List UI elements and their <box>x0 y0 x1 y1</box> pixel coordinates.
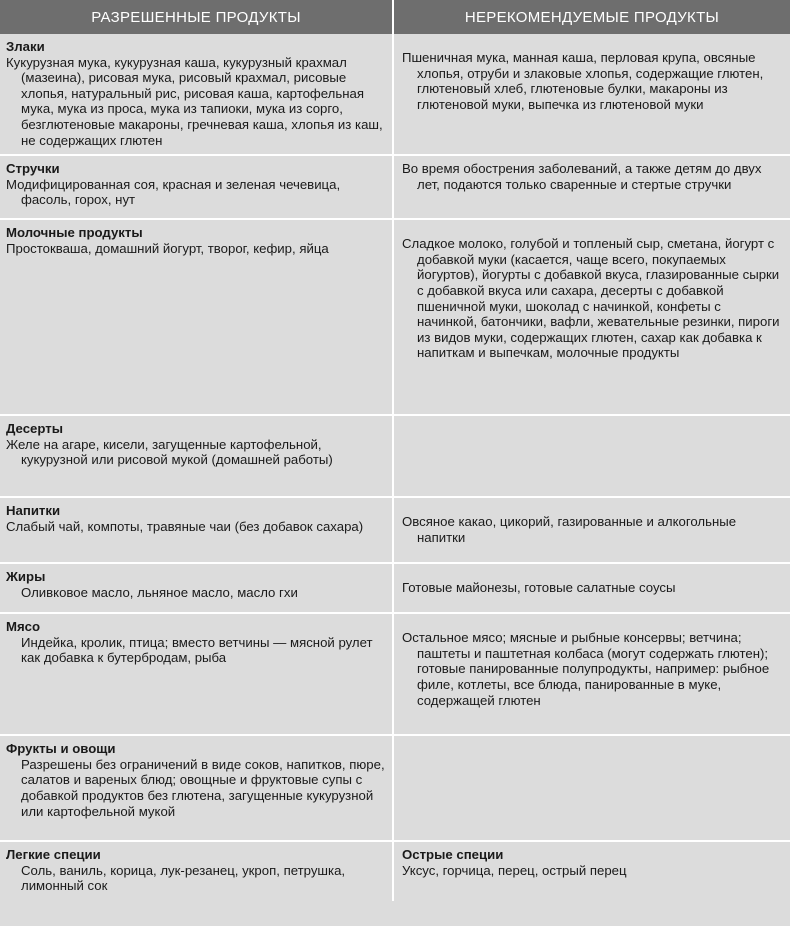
not-recommended-cell <box>393 613 790 735</box>
not-recommended-cell <box>393 497 790 563</box>
allowed-cell <box>0 563 393 613</box>
not-recommended-cell <box>393 841 790 901</box>
category-label: Фрукты и овощи <box>6 741 116 757</box>
allowed-text: Индейка, кролик, птица; вместо ветчины — мясной рулет как добавка к бутербродам, рыба <box>21 634 373 666</box>
table-row <box>0 735 790 841</box>
not-recommended-text: Сладкое молоко, голубой и топленый сыр, сметана, йогурт с добавкой муки (касается, чаще всего, покупаемых йогуртов), йогурты с добавкой вкуса, глазированные сырки с добавкой вкуса или сахара, десерты с добавкой пшеничной муки, шоколад с начинкой, конфеты с начинкой, батончики, вафли, жевательные резинки, пироги из видов муки, содержащих глютен, сахар как добавка к напиткам и выпечкам, молочные продукты <box>402 236 780 361</box>
table-row <box>0 34 790 155</box>
not-recommended-text: Во время обострения заболеваний, а также детям до двух лет, подаются только сваренные и стертые стручки <box>402 161 762 192</box>
not-recommended-text: Готовые майонезы, готовые салатные соусы <box>402 580 676 596</box>
table-row <box>0 563 790 613</box>
not-recommended-text: Пшеничная мука, манная каша, перловая крупа, овсяные хлопья, отруби и злаковые хлопья, содержащие глютен, глютеновый хлеб, глютеновые булки, макароны из глютеновой муки, выпечка из глютеновой муки <box>402 50 764 112</box>
allowed-cell <box>0 497 393 563</box>
allowed-cell <box>0 34 393 155</box>
not-recommended-cell <box>393 735 790 841</box>
table-row <box>0 219 790 415</box>
allowed-text: Соль, ваниль, корица, лук-резанец, укроп, петрушка, лимонный сок <box>21 862 346 894</box>
not-recommended-cell <box>393 34 790 155</box>
not-recommended-cell <box>393 415 790 497</box>
category-label: Острые специи <box>402 847 504 863</box>
allowed-text: Кукурузная мука, кукурузная каша, кукурузный крахмал (мазеина), рисовая мука, рисовый крахмал, рисовые хлопья, натуральный рис, рисовая каша, картофельная мука, мука из проса, мука из тапиоки, мука из сорго, безглютеновые макароны, гречневая каша, хлопья из каш, не содержащих глютен <box>6 54 383 148</box>
category-label: Напитки <box>6 503 61 519</box>
header-not-recommended: НЕРЕКОМЕНДУЕМЫЕ ПРОДУКТЫ <box>393 0 790 34</box>
allowed-cell <box>0 841 393 901</box>
category-label: Легкие специи <box>6 847 101 863</box>
allowed-cell <box>0 613 393 735</box>
not-recommended-cell <box>393 563 790 613</box>
not-recommended-cell <box>393 219 790 415</box>
category-label: Мясо <box>6 619 41 635</box>
allowed-cell <box>0 219 393 415</box>
not-recommended-cell <box>393 155 790 219</box>
table-row <box>0 613 790 735</box>
table-row <box>0 155 790 219</box>
not-recommended-text: Овсяное какао, цикорий, газированные и алкогольные напитки <box>402 514 737 545</box>
allowed-text: Желе на агаре, кисели, загущенные картофельной, кукурузной или рисовой мукой (домашней работы) <box>6 436 333 468</box>
not-recommended-text: Уксус, горчица, перец, острый перец <box>402 862 627 878</box>
category-label: Злаки <box>6 39 45 54</box>
table-row <box>0 415 790 497</box>
table-row <box>0 497 790 563</box>
table-row <box>0 841 790 901</box>
allowed-cell <box>0 735 393 841</box>
allowed-text: Простокваша, домашний йогурт, творог, кефир, яйца <box>6 240 329 256</box>
allowed-text: Разрешены без ограничений в виде соков, напитков, пюре, салатов и вареных блюд; овощные и фруктовые супы с добавкой продуктов без глютена, загущенные кукурузной или картофельной мукой <box>21 756 385 819</box>
allowed-text: Слабый чай, компоты, травяные чаи (без добавок сахара) <box>6 518 364 534</box>
allowed-text: Оливковое масло, льняное масло, масло гхи <box>21 584 298 600</box>
category-label: Молочные продукты <box>6 225 143 241</box>
header-allowed: РАЗРЕШЕННЫЕ ПРОДУКТЫ <box>0 0 393 34</box>
allowed-cell <box>0 155 393 219</box>
allowed-text: Модифицированная соя, красная и зеленая чечевица, фасоль, горох, нут <box>6 176 341 208</box>
category-label: Десерты <box>6 421 63 437</box>
category-label: Стручки <box>6 161 60 177</box>
category-label: Жиры <box>6 569 46 585</box>
not-recommended-text: Остальное мясо; мясные и рыбные консервы; ветчина; паштеты и паштетная колбаса (могут содержать глютен); готовые панированные полупродукты, например: рыбное филе, котлеты, все блюда, панированные в муке, содержащей глютен <box>402 630 770 708</box>
table-header-row <box>0 0 790 34</box>
allowed-cell <box>0 415 393 497</box>
